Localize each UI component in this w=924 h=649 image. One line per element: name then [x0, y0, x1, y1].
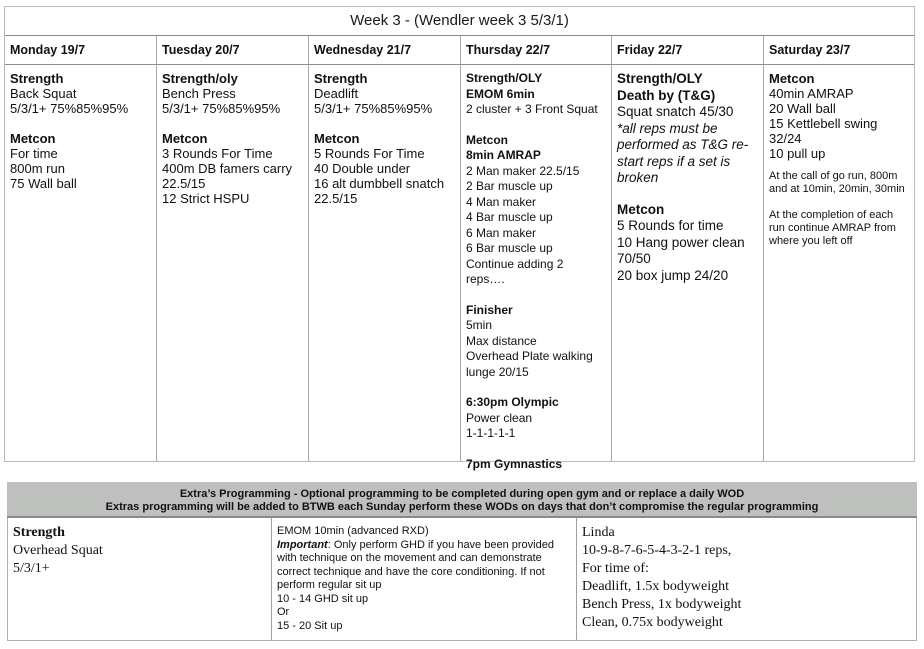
- workout-block: [617, 202, 758, 285]
- block-heading: Metcon: [162, 131, 208, 146]
- extras-line: Overhead Squat: [13, 543, 103, 558]
- important-text: : Only perform GHD if you have been provided with technique on the movement and can demonstrate correct technique and have the core conditioning. If not perform regular sit up: [277, 538, 554, 591]
- day-header-thursday: Thursday 22/7: [461, 36, 612, 64]
- block-heading: 7pm Gymnastics: [466, 456, 563, 471]
- block-line: 5 Rounds for time: [617, 218, 724, 233]
- extras-line: EMOM 10min (advanced RXD): [277, 525, 429, 537]
- block-line: 2 cluster + 3 Front Squat: [466, 102, 598, 116]
- block-line: Continue adding 2: [466, 256, 564, 271]
- block-subheading: 8min AMRAP: [466, 148, 541, 162]
- workout-block: [466, 303, 606, 381]
- block-line: 22.5/15: [162, 176, 206, 191]
- block-line: 5 Rounds For Time: [314, 146, 425, 161]
- block-line: 4 Bar muscle up: [466, 210, 553, 224]
- workout-block: [769, 71, 909, 161]
- extras-line: Bench Press, 1x bodyweight: [582, 597, 742, 612]
- block-heading: Metcon: [769, 71, 815, 86]
- block-heading: Finisher: [466, 302, 513, 317]
- block-line: 75 Wall ball: [10, 176, 77, 191]
- block-line: 1-1-1-1-1: [466, 426, 516, 440]
- extras-line: 10 - 14 GHD sit up: [277, 592, 369, 605]
- extras-banner-line-2: Extras programming will be added to BTWB each Sunday perform these WODs on days that don’t compromise the regular programming: [105, 501, 819, 513]
- extras-cell-strength: [8, 518, 272, 640]
- block-heading: Metcon: [314, 131, 360, 146]
- day-cell-tuesday: [157, 65, 309, 461]
- block-line: 12 Strict HSPU: [162, 191, 250, 206]
- extras-line: 15 - 20 Sit up: [277, 619, 343, 632]
- workout-block: [466, 133, 606, 288]
- block-line: Overhead Plate walking: [466, 349, 593, 363]
- block-line: 5/3/1+ 75%85%95%: [162, 101, 281, 116]
- block-line: Max distance: [466, 333, 537, 348]
- workout-block: [617, 71, 758, 187]
- block-italic-line: *all reps must be: [617, 120, 718, 136]
- workout-block: [314, 131, 455, 206]
- extras-line: Or: [277, 606, 290, 618]
- day-header-wednesday: Wednesday 21/7: [309, 36, 461, 64]
- note-line: At the call of go run, 800m: [769, 170, 898, 182]
- workout-block: [466, 71, 606, 118]
- block-subheading: EMOM 6min: [466, 86, 535, 101]
- block-heading: Strength: [10, 71, 64, 86]
- block-heading: Strength/OLY: [466, 71, 543, 85]
- block-italic-line: performed as T&G re-: [617, 137, 749, 152]
- block-line: 3 Rounds For Time: [162, 146, 273, 161]
- block-heading: 6:30pm Olympic: [466, 395, 559, 409]
- block-heading: Metcon: [617, 201, 665, 217]
- workout-block: [466, 457, 606, 473]
- extras-banner-line-1: Extra’s Programming - Optional programming to be completed during open gym and or replace a daily WOD: [179, 488, 745, 500]
- extras-line: Linda: [582, 525, 615, 540]
- block-line: 20 Wall ball: [769, 101, 836, 116]
- extras-line: 10-9-8-7-6-5-4-3-2-1 reps,: [582, 543, 732, 558]
- block-heading: Strength/oly: [162, 71, 238, 86]
- block-heading: Metcon: [10, 131, 56, 146]
- extras-banner: [7, 482, 917, 518]
- block-line: 400m DB famers carry: [162, 161, 293, 176]
- note-line: and at 10min, 20min,: [769, 183, 872, 195]
- block-line: Power clean: [466, 410, 533, 425]
- workout-block: [466, 395, 606, 442]
- extras-line: For time of:: [582, 561, 649, 576]
- block-line: 2 Man maker 22.5/15: [466, 163, 580, 178]
- extras-line: Clean, 0.75x bodyweight: [582, 615, 723, 630]
- extras-important-note: [277, 539, 571, 593]
- block-line: Deadlift: [314, 86, 359, 101]
- block-line: 15 Kettlebell swing: [769, 116, 878, 131]
- workout-block: [10, 131, 151, 191]
- day-header-row: [5, 36, 914, 65]
- block-heading: Strength: [314, 71, 368, 86]
- workout-block: [162, 71, 303, 116]
- day-cell-saturday: [764, 65, 914, 461]
- day-cell-friday: [612, 65, 764, 461]
- block-heading: Metcon: [466, 132, 508, 147]
- note-line: 30min: [874, 183, 905, 195]
- note-line: run continue AMRAP from: [769, 222, 896, 234]
- block-line: 5/3/1+ 75%85%95%: [314, 101, 433, 116]
- extras-heading: Strength: [13, 525, 65, 540]
- workout-block: [314, 71, 455, 116]
- extras-cell-emom: [272, 518, 577, 640]
- extras-cell-linda: [577, 518, 916, 640]
- week-schedule-table: [4, 6, 915, 471]
- extras-table: [7, 518, 917, 641]
- block-italic-line: broken: [617, 170, 659, 185]
- block-line: 6 Bar muscle up: [466, 241, 553, 255]
- block-line: 2 Bar muscle up: [466, 179, 553, 193]
- block-line: 32/24: [769, 131, 802, 146]
- day-header-saturday: Saturday 23/7: [769, 43, 851, 57]
- block-line: 16 alt dumbbell snatch: [314, 176, 445, 191]
- block-line: lunge 20/15: [466, 364, 529, 379]
- saturday-note: [769, 170, 909, 196]
- block-line: 40min AMRAP: [769, 86, 854, 101]
- block-line: 70/50: [617, 251, 651, 266]
- saturday-note: [769, 209, 909, 248]
- day-header-friday: Friday 22/7: [612, 36, 764, 64]
- block-line: 10 pull up: [769, 146, 826, 161]
- note-line: At the completion of each: [769, 209, 894, 221]
- block-heading: Strength/OLY: [617, 71, 703, 86]
- block-line: 20 box jump 24/20: [617, 267, 729, 283]
- block-line: 800m run: [10, 161, 65, 176]
- note-line: where you left off: [769, 235, 853, 247]
- important-label: Important: [277, 538, 328, 551]
- day-body-row: [5, 65, 914, 471]
- week-title: Week 3 - (Wendler week 3 5/3/1): [5, 7, 914, 36]
- block-line: Squat snatch 45/30: [617, 104, 734, 119]
- workout-block: [162, 131, 303, 206]
- block-line: 6 Man maker: [466, 225, 537, 240]
- block-line: Bench Press: [162, 86, 236, 101]
- block-line: For time: [10, 146, 58, 161]
- day-header-monday: Monday 19/7: [5, 36, 157, 64]
- block-line: 5/3/1+ 75%85%95%: [10, 101, 129, 116]
- block-line: Back Squat: [10, 86, 77, 101]
- block-line: 40 Double under: [314, 161, 411, 176]
- block-line: 5min: [466, 318, 493, 332]
- day-cell-monday: [5, 65, 157, 461]
- workout-block: [10, 71, 151, 116]
- block-line: 22.5/15: [314, 191, 358, 206]
- extras-line: 5/3/1+: [13, 561, 50, 576]
- block-italic-line: start reps if a set is: [617, 153, 731, 169]
- day-header-tuesday: Tuesday 20/7: [157, 36, 309, 64]
- block-line: 4 Man maker: [466, 194, 537, 209]
- extras-line: Deadlift, 1.5x bodyweight: [582, 579, 729, 594]
- block-line: reps….: [466, 272, 505, 286]
- block-subheading: Death by (T&G): [617, 87, 716, 103]
- block-line: 10 Hang power clean: [617, 234, 745, 250]
- day-cell-thursday: [461, 65, 612, 471]
- day-cell-wednesday: [309, 65, 461, 461]
